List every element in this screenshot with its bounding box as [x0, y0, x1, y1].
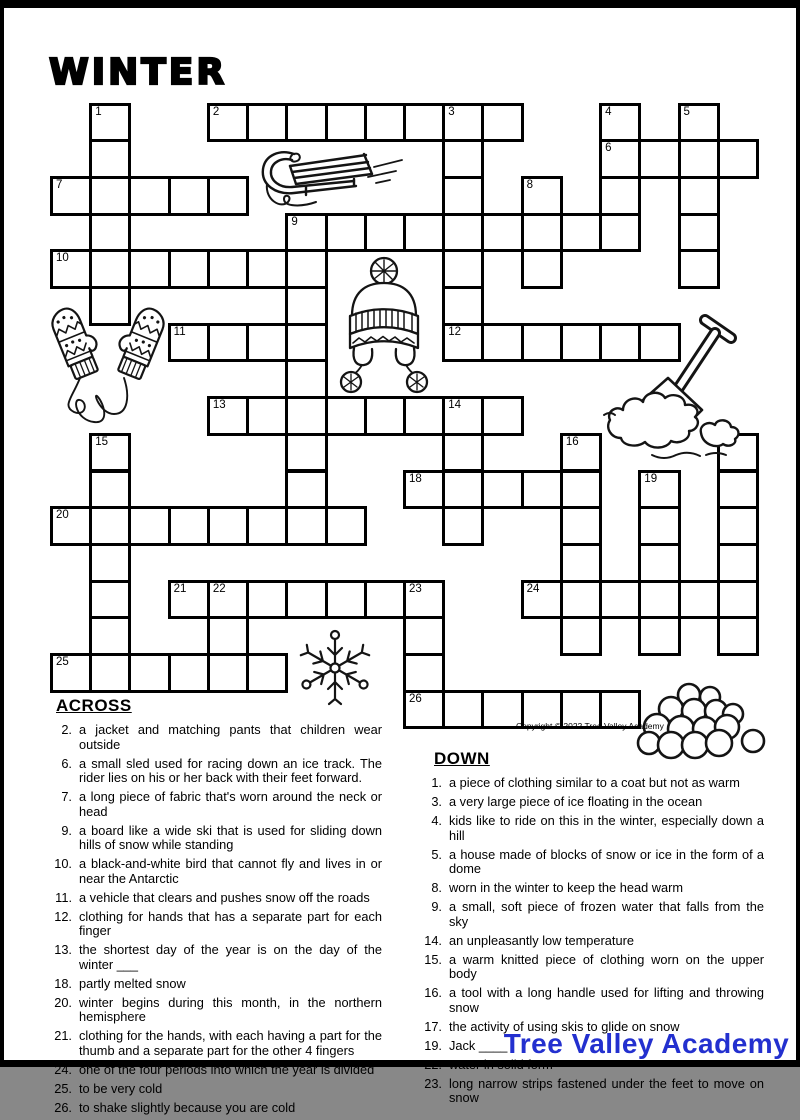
- copyright-text: Copyright © 2022 Tree Valley Academy: [516, 721, 664, 731]
- cell-number: 11: [173, 325, 186, 338]
- grid-cell[interactable]: [285, 359, 327, 399]
- grid-cell[interactable]: [717, 543, 759, 583]
- grid-cell[interactable]: [285, 103, 327, 143]
- branding-text: Tree Valley Academy: [503, 1028, 790, 1059]
- clue-item: [412, 814, 764, 843]
- grid-cell[interactable]: [207, 396, 249, 436]
- grid-cell[interactable]: [638, 506, 680, 546]
- grid-cell[interactable]: [521, 213, 563, 253]
- grid-cell[interactable]: [521, 323, 563, 363]
- clue-text: a small, soft piece of frozen water that falls from the sky: [449, 899, 764, 929]
- cell-number: 10: [56, 252, 69, 265]
- clue-text: a warm knitted piece of clothing worn on the upper body: [449, 951, 764, 981]
- clue-text: partly melted snow: [79, 975, 186, 991]
- page-title: WINTER: [49, 52, 228, 93]
- clue-number: 4.: [431, 813, 442, 828]
- grid-cell[interactable]: [207, 323, 249, 363]
- grid-cell[interactable]: [168, 506, 210, 546]
- cell-number: 24: [526, 582, 540, 595]
- grid-cell[interactable]: [442, 249, 484, 289]
- grid-cell[interactable]: [128, 653, 170, 693]
- grid-cell[interactable]: [168, 176, 210, 216]
- clue-text: the activity of using skis to glide on snow: [449, 1018, 680, 1034]
- grid-cell[interactable]: [560, 470, 602, 510]
- grid-cell[interactable]: [481, 470, 523, 510]
- clue-text: Jack ____: [449, 1037, 508, 1053]
- grid-cell[interactable]: [442, 690, 484, 730]
- clue-text: one of the four periods into which the year is divided: [79, 1061, 375, 1077]
- grid-cell[interactable]: [521, 470, 563, 510]
- snowballs-illustration: [637, 678, 765, 760]
- cell-number: 4: [605, 105, 612, 118]
- grid-cell[interactable]: [89, 580, 131, 620]
- clue-number: 3.: [431, 794, 442, 809]
- grid-cell[interactable]: [50, 506, 92, 546]
- grid-cell[interactable]: [89, 543, 131, 583]
- clue-text: a house made of blocks of snow or ice in the form of a dome: [449, 846, 764, 876]
- clue-text: a long piece of fabric that's worn around the neck or head: [79, 789, 382, 819]
- grid-cell[interactable]: [481, 396, 523, 436]
- grid-cell[interactable]: [599, 176, 641, 216]
- grid-cell[interactable]: [285, 433, 327, 473]
- clue-item: [42, 1082, 382, 1097]
- grid-cell[interactable]: [638, 470, 680, 510]
- clue-number: 18.: [54, 975, 72, 991]
- cell-number: 9: [291, 215, 298, 228]
- clue-item: [42, 857, 382, 886]
- clue-text: long narrow strips fastened under the feet to move on snow: [449, 1075, 764, 1105]
- grid-cell[interactable]: [442, 506, 484, 546]
- grid-cell[interactable]: [638, 616, 680, 656]
- grid-cell[interactable]: [403, 653, 445, 693]
- grid-cell[interactable]: [403, 396, 445, 436]
- grid-cell[interactable]: [285, 249, 327, 289]
- sled-illustration: [254, 139, 404, 219]
- grid-cell[interactable]: [599, 580, 641, 620]
- clue-number: 12.: [54, 908, 72, 924]
- grid-cell[interactable]: [246, 103, 288, 143]
- grid-cell[interactable]: [207, 653, 249, 693]
- grid-cell[interactable]: [207, 616, 249, 656]
- grid-cell[interactable]: [560, 506, 602, 546]
- clue-number: 2.: [61, 722, 72, 737]
- grid-cell[interactable]: [325, 580, 367, 620]
- clue-text: winter begins during this month, in the northern hemisphere: [79, 994, 382, 1024]
- grid-cell[interactable]: [325, 506, 367, 546]
- grid-cell[interactable]: [481, 103, 523, 143]
- grid-cell[interactable]: [207, 249, 249, 289]
- grid-cell[interactable]: [403, 690, 445, 730]
- grid-cell[interactable]: [246, 323, 288, 363]
- clue-number: 22.: [424, 1056, 442, 1072]
- grid-cell[interactable]: [89, 506, 131, 546]
- clue-number: 23.: [424, 1075, 442, 1091]
- grid-cell[interactable]: [89, 213, 131, 253]
- clue-text: water in solid form: [449, 1056, 553, 1072]
- grid-cell[interactable]: [89, 470, 131, 510]
- clue-number: 13.: [54, 942, 72, 957]
- clue-item: [412, 1077, 764, 1106]
- cell-number: 3: [448, 105, 455, 118]
- clue-number: 19.: [424, 1037, 442, 1053]
- grid-cell[interactable]: [50, 249, 92, 289]
- cell-number: 13: [212, 399, 226, 412]
- grid-cell[interactable]: [50, 653, 92, 693]
- cell-number: 25: [56, 656, 69, 668]
- grid-cell[interactable]: [403, 470, 445, 510]
- clue-text: clothing for the hands, with each having a part for the thumb and a separate part for the other 4 fingers: [79, 1028, 382, 1058]
- grid-cell[interactable]: [521, 249, 563, 289]
- cell-number: 22: [212, 582, 226, 595]
- clue-text: a tool with a long handle used for lifting and throwing snow: [449, 985, 764, 1015]
- grid-cell[interactable]: [481, 323, 523, 363]
- grid-cell[interactable]: [207, 103, 249, 143]
- clue-item: [412, 986, 764, 1015]
- clue-item: [412, 881, 764, 896]
- grid-cell[interactable]: [442, 103, 484, 143]
- grid-cell[interactable]: [246, 506, 288, 546]
- grid-cell[interactable]: [403, 616, 445, 656]
- clue-number: 25.: [54, 1080, 72, 1096]
- clue-text: a small sled used for racing down an ice track. The rider lies on his or her back with their feet forward.: [79, 755, 382, 785]
- grid-cell[interactable]: [364, 580, 406, 620]
- clue-number: 17.: [424, 1018, 442, 1034]
- cell-number: 2: [212, 105, 220, 118]
- grid-cell[interactable]: [364, 396, 406, 436]
- grid-cell[interactable]: [678, 249, 720, 289]
- clue-number: 21.: [54, 1028, 72, 1043]
- grid-cell[interactable]: [638, 139, 680, 179]
- clue-item: [412, 776, 764, 791]
- grid-cell[interactable]: [403, 103, 445, 143]
- clue-item: [42, 1063, 382, 1078]
- grid-cell[interactable]: [678, 213, 720, 253]
- grid-cell[interactable]: [89, 249, 131, 289]
- grid-cell[interactable]: [678, 176, 720, 216]
- grid-cell[interactable]: [717, 616, 759, 656]
- grid-cell[interactable]: [325, 103, 367, 143]
- grid-cell[interactable]: [89, 653, 131, 693]
- grid-cell[interactable]: [128, 249, 170, 289]
- grid-cell[interactable]: [560, 580, 602, 620]
- grid-cell[interactable]: [207, 580, 249, 620]
- clue-text: a vehicle that clears and pushes snow off the roads: [79, 889, 370, 905]
- grid-cell[interactable]: [168, 653, 210, 693]
- cell-number: 1: [95, 105, 102, 118]
- grid-cell[interactable]: [246, 249, 288, 289]
- cell-number: 14: [448, 399, 461, 412]
- cell-number: 23: [408, 582, 422, 595]
- grid-cell[interactable]: [50, 176, 92, 216]
- clue-text: to be very cold: [79, 1080, 163, 1096]
- grid-cell[interactable]: [168, 249, 210, 289]
- grid-cell[interactable]: [560, 543, 602, 583]
- clue-item: [42, 910, 382, 939]
- cell-number: 26: [408, 692, 422, 705]
- cell-number: 7: [56, 178, 63, 191]
- grid-cell[interactable]: [246, 396, 288, 436]
- clue-number: 16.: [424, 985, 442, 1000]
- clue-number: 24.: [54, 1061, 72, 1077]
- clue-text: a piece of clothing similar to a coat but not as warm: [449, 775, 740, 790]
- grid-cell[interactable]: [403, 213, 445, 253]
- across-clues-section: [42, 696, 382, 1120]
- grid-cell[interactable]: [678, 580, 720, 620]
- clue-text: a black-and-white bird that cannot fly and lives in or near the Antarctic: [79, 856, 382, 886]
- clue-number: 8.: [431, 880, 442, 895]
- grid-cell[interactable]: [678, 139, 720, 179]
- grid-cell[interactable]: [560, 213, 602, 253]
- clue-number: 11.: [55, 889, 72, 905]
- clue-item: [42, 790, 382, 819]
- clue-number: 9.: [61, 822, 72, 838]
- clue-item: [42, 996, 382, 1025]
- grid-cell[interactable]: [521, 176, 563, 216]
- grid-cell[interactable]: [285, 396, 327, 436]
- clue-number: 20.: [54, 994, 72, 1010]
- grid-cell[interactable]: [717, 139, 759, 179]
- grid-cell[interactable]: [207, 176, 249, 216]
- clue-number: 10.: [54, 856, 72, 871]
- cell-number: 8: [526, 178, 534, 191]
- grid-cell[interactable]: [285, 506, 327, 546]
- clue-number: 6.: [61, 755, 72, 771]
- grid-cell[interactable]: [89, 139, 131, 179]
- clue-text: an unpleasantly low temperature: [449, 932, 634, 948]
- clue-text: clothing for hands that has a separate part for each finger: [79, 908, 382, 938]
- clue-text: worn in the winter to keep the head warm: [449, 880, 684, 895]
- cell-number: 18: [408, 472, 422, 485]
- grid-cell[interactable]: [89, 616, 131, 656]
- grid-cell[interactable]: [442, 433, 484, 473]
- grid-cell[interactable]: [325, 396, 367, 436]
- grid-cell[interactable]: [442, 323, 484, 363]
- clue-text: the shortest day of the year is on the day of the winter ___: [79, 942, 382, 972]
- clue-number: 15.: [424, 951, 442, 967]
- clue-number: 9.: [431, 899, 442, 914]
- grid-cell[interactable]: [521, 580, 563, 620]
- grid-cell[interactable]: [285, 286, 327, 326]
- cell-number: 20: [56, 509, 69, 522]
- grid-cell[interactable]: [207, 506, 249, 546]
- grid-cell[interactable]: [638, 580, 680, 620]
- grid-cell[interactable]: [442, 286, 484, 326]
- grid-cell[interactable]: [599, 139, 641, 179]
- grid-cell[interactable]: [678, 103, 720, 143]
- cell-number: 16: [565, 435, 579, 448]
- clue-number: 1.: [431, 775, 442, 790]
- clue-item: [412, 900, 764, 929]
- clue-item: [42, 943, 382, 972]
- cell-number: 19: [644, 472, 658, 485]
- grid-cell[interactable]: [599, 213, 641, 253]
- snow-shovel-illustration: [602, 302, 744, 470]
- grid-cell[interactable]: [560, 616, 602, 656]
- grid-cell[interactable]: [246, 580, 288, 620]
- clue-item: [42, 723, 382, 752]
- grid-cell[interactable]: [599, 103, 641, 143]
- across-heading: ACROSS: [56, 696, 132, 715]
- cell-number: 6: [605, 142, 612, 155]
- grid-cell[interactable]: [89, 176, 131, 216]
- grid-cell[interactable]: [442, 396, 484, 436]
- cell-number: 15: [95, 435, 109, 448]
- clue-text: a board like a wide ski that is used for sliding down hills of snow while standing: [79, 822, 382, 852]
- grid-cell[interactable]: [560, 433, 602, 473]
- mittens-illustration: [44, 306, 172, 440]
- clue-item: [42, 824, 382, 853]
- down-heading: DOWN: [434, 749, 490, 768]
- clue-item: [42, 977, 382, 992]
- across-clues-list: [42, 723, 382, 1115]
- grid-cell[interactable]: [717, 580, 759, 620]
- grid-cell[interactable]: [285, 323, 327, 363]
- clue-item: [412, 934, 764, 949]
- grid-cell[interactable]: [442, 139, 484, 179]
- clue-item: [42, 757, 382, 786]
- grid-cell[interactable]: [403, 580, 445, 620]
- clue-item: [42, 1101, 382, 1116]
- clue-number: 7.: [61, 789, 72, 804]
- clue-item: [42, 891, 382, 906]
- clue-text: to shake slightly because you are cold: [79, 1099, 296, 1115]
- grid-cell[interactable]: [89, 103, 131, 143]
- grid-cell[interactable]: [717, 470, 759, 510]
- clue-text: kids like to ride on this in the winter, especially down a hill: [449, 813, 764, 843]
- cell-number: 21: [173, 582, 187, 595]
- grid-cell[interactable]: [168, 580, 210, 620]
- cell-number: 5: [683, 105, 690, 118]
- winter-hat-illustration: [330, 254, 438, 396]
- clue-text: a jacket and matching pants that children wear outside: [79, 722, 382, 752]
- clue-number: 26.: [54, 1099, 72, 1115]
- grid-cell[interactable]: [364, 103, 406, 143]
- cell-number: 12: [448, 325, 461, 338]
- clue-number: 5.: [431, 846, 442, 862]
- grid-cell[interactable]: [128, 176, 170, 216]
- clue-item: [412, 795, 764, 810]
- grid-cell[interactable]: [442, 213, 484, 253]
- grid-cell[interactable]: [128, 506, 170, 546]
- clue-item: [412, 953, 764, 982]
- grid-cell[interactable]: [168, 323, 210, 363]
- clue-item: [412, 848, 764, 877]
- grid-cell[interactable]: [246, 653, 288, 693]
- grid-cell[interactable]: [638, 543, 680, 583]
- grid-cell[interactable]: [285, 470, 327, 510]
- grid-cell[interactable]: [717, 506, 759, 546]
- clue-number: 14.: [424, 932, 442, 948]
- grid-cell[interactable]: [285, 580, 327, 620]
- grid-cell[interactable]: [560, 323, 602, 363]
- clue-item: [42, 1029, 382, 1058]
- grid-cell[interactable]: [481, 213, 523, 253]
- grid-cell[interactable]: [442, 176, 484, 216]
- clue-text: a very large piece of ice floating in the ocean: [449, 794, 703, 809]
- grid-cell[interactable]: [442, 470, 484, 510]
